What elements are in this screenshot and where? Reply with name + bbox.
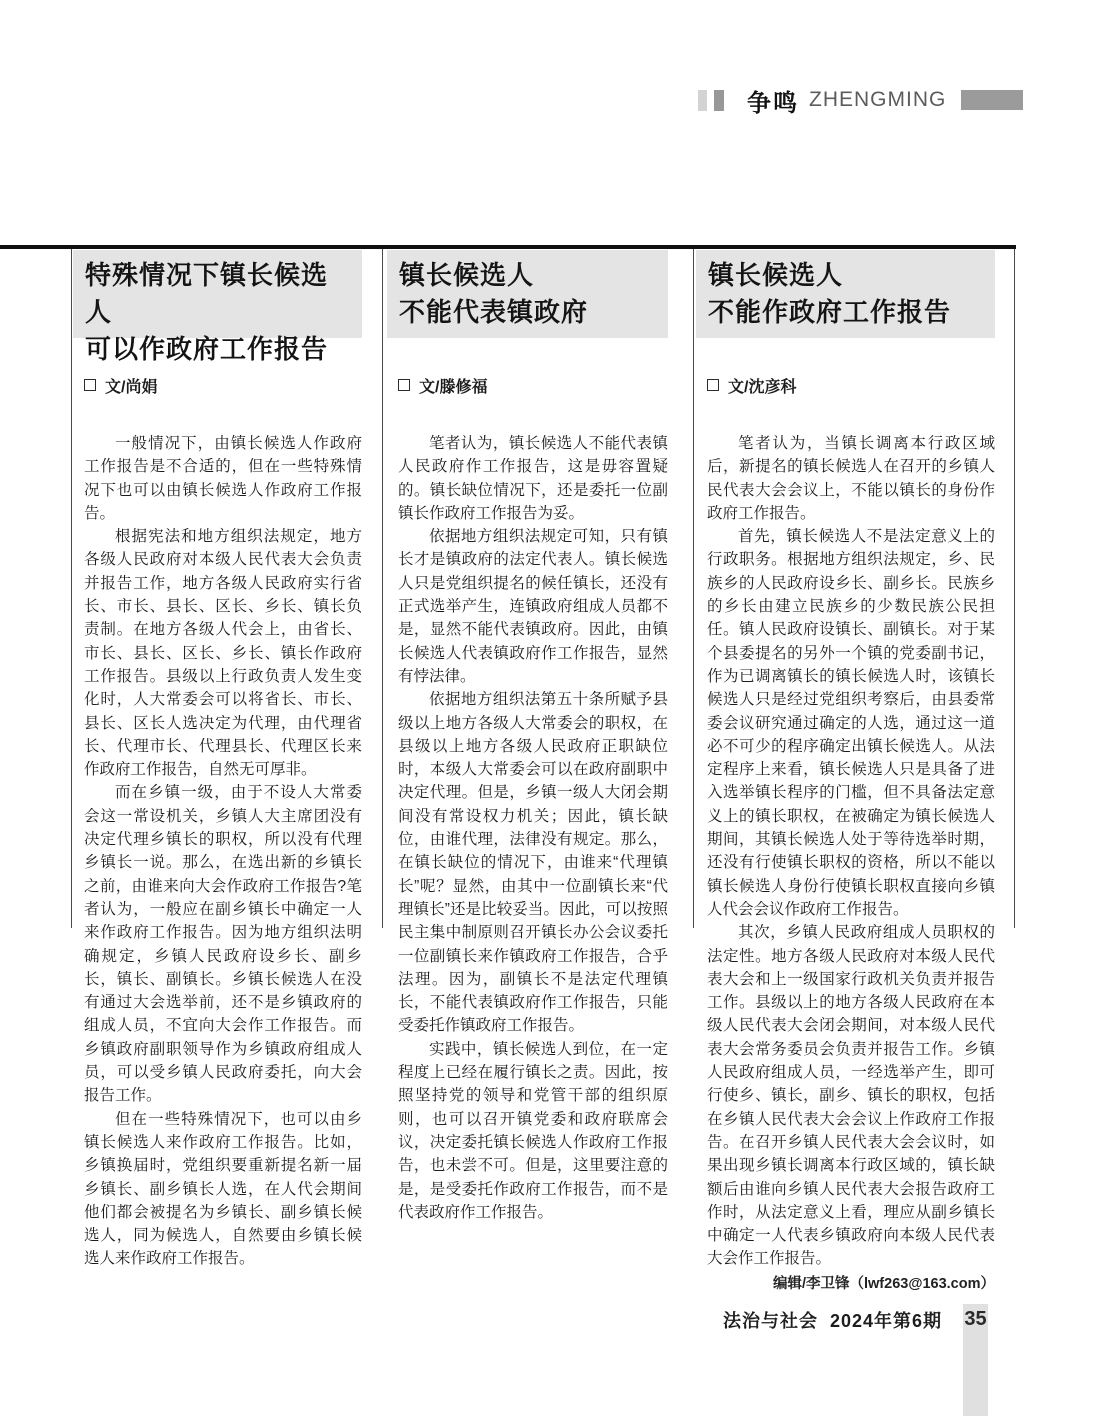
header-accent-bar-dark [714, 90, 724, 111]
column-divider-left [71, 249, 72, 928]
article-title [73, 250, 362, 364]
article-title-line2: 不能代表镇政府 [399, 297, 589, 327]
section-header [698, 88, 1023, 117]
paragraph: 首先，镇长候选人不是法定意义上的行政职务。根据地方组织法规定，乡、民族乡的人民政府设乡长、副乡长。民族乡的乡长由建立民族乡的少数民族公民担任。镇人民政府设镇长、副镇长。对于某个县委提名的另外一个镇的党委副书记，作为已调离镇长的镇长候选人时，该镇长候选人只是经过党组织考察后，由县委常委会议研究通过确定的人选，通过这一道必不可少的程序确定出镇长候选人。从法定程序上来看，镇长候选人只是具备了进入选举镇长程序的门槛，但不具备法定意义上的镇长职权，在被确定为镇长候选人期间，其镇长候选人处于等待选举时期，还没有行使镇长职权的资格，所以不能以镇长候选人身份行使镇长职权直接向乡镇人代会会议作政府工作报告。 [707, 528, 995, 918]
article-title-line1: 镇长候选人 [399, 260, 535, 290]
byline-square-icon [84, 379, 96, 391]
byline [398, 377, 668, 396]
article-title-line1: 镇长候选人 [708, 260, 844, 290]
header-accent-block [961, 90, 1023, 110]
byline [84, 377, 362, 396]
paragraph: 依据地方组织法规定可知，只有镇长才是镇政府的法定代表人。镇长候选人只是党组织提名的候任镇长，还没有正式选举产生，连镇政府组成人员都不是，显然不能代表镇政府。因此，由镇长候选人代表镇政府作工作报告，显然有悖法律。 [398, 528, 668, 685]
article-title-line2: 可以作政府工作报告 [85, 334, 329, 364]
paragraph: 根据宪法和地方组织法规定，地方各级人民政府对本级人民代表大会负责并报告工作，地方各级人民政府实行省长、市长、县长、区长、乡长、镇长负责制。在地方各级人代会上，由省长、市长、县长、区长、乡长、镇长作政府工作报告。县级以上行政负责人发生变化时，人大常委会可以将省长、市长、县长、区长人选决定为代理，由代理省长、代理市长、代理县长、代理区长来作政府工作报告，自然无可厚非。 [84, 528, 362, 779]
column-divider-right [1014, 249, 1015, 928]
paragraph: 笔者认为，镇长候选人不能代表镇人民政府作工作报告，这是毋容置疑的。镇长缺位情况下，还是委托一位副镇长作政府工作报告为妥。 [398, 435, 668, 522]
journal-title: 法治与社会 [723, 1311, 818, 1331]
column-divider-1-2 [382, 249, 383, 928]
header-accent-bar-light [698, 90, 707, 111]
paragraph: 实践中，镇长候选人到位，在一定程度上已经在履行镇长之责。因此，按照坚持党的领导和党管干部的组织原则，也可以召开镇党委和政府联席会议，决定委托镇长候选人作政府工作报告，也未尝不可。但是，这里要注意的是，是受委托作政府工作报告，而不是代表政府作工作报告。 [398, 1040, 668, 1221]
byline-square-icon [398, 379, 410, 391]
paragraph: 笔者认为，当镇长调离本行政区域后，新提名的镇长候选人在召开的乡镇人民代表大会会议上，不能以镇长的身份作政府工作报告。 [707, 435, 995, 522]
paragraph: 依据地方组织法第五十条所赋予县级以上地方各级人大常委会的职权，在县级以上地方各级人民政府正职缺位时，本级人大常委会可以在政府副职中决定代理。但是，乡镇一级人大闭会期间没有常设权力机关；因此，镇长缺位，由谁代理，法律没有规定。那么，在镇长缺位的情况下，由谁来“代理镇长”呢？显然，由其中一位副镇长来“代理镇长”还是比较妥当。因此，可以按照民主集中制原则召开镇长办公会议委托一位副镇长来作镇政府工作报告，合乎法理。因为，副镇长不是法定代理镇长，不能代表镇政府作工作报告，只能受委托作镇政府工作报告。 [398, 691, 668, 1035]
article-column-1 [73, 250, 362, 1271]
section-title-cn: 争鸣 [747, 89, 799, 117]
editor-note: 编辑/李卫锋（lwf263@163.com） [772, 1275, 995, 1292]
article-column-3 [696, 250, 995, 1296]
byline-square-icon [707, 379, 719, 391]
article-column-2 [387, 250, 668, 1224]
paragraph: 一般情况下，由镇长候选人作政府工作报告是不合适的，但在一些特殊情况下也可以由镇长候选人作政府工作报告。 [84, 435, 362, 522]
byline-author: 文/尚娟 [105, 378, 158, 396]
byline [707, 377, 995, 396]
paragraph: 但在一些特殊情况下，也可以由乡镇长候选人来作政府工作报告。比如，乡镇换届时，党组织要重新提名新一届乡镇长、副乡镇长人选，在人代会期间他们都会被提名为乡镇长、副乡镇长候选人，同为候选人，自然要由乡镇长候选人来作政府工作报告。 [84, 1110, 362, 1268]
byline-author: 文/沈彦科 [728, 378, 797, 396]
article-body [398, 432, 668, 1224]
article-title [696, 250, 995, 338]
article-body [84, 432, 362, 1271]
article-title-line2: 不能作政府工作报告 [708, 297, 952, 327]
article-body [707, 432, 995, 1296]
paragraph: 而在乡镇一级，由于不设人大常委会这一常设机关，乡镇人大主席团没有决定代理乡镇长的职权，所以没有代理乡镇长一说。那么，在选出新的乡镇长之前，由谁来向大会作政府工作报告?笔者认为，一般应在副乡镇长中确定一人来作政府工作报告。因为地方组织法明确规定，乡镇人民政府设乡长、副乡长，镇长、副镇长。乡镇长候选人在没有通过大会选举前，还不是乡镇政府的组成人员，不宜向大会作工作报告。而乡镇政府副职领导作为乡镇政府组成人员，可以受乡镇人民政府委托，向大会报告工作。 [84, 784, 362, 1105]
page-number: 35 [964, 1308, 987, 1330]
paragraph: 其次，乡镇人民政府组成人员职权的法定性。地方各级人民政府对本级人民代表大会和上一级国家行政机关负责并报告工作。县级以上的地方各级人民政府在本级人民代表大会闭会期间，对本级人民代表大会常务委员会负责并报告工作。乡镇人民政府组成人员，一经选举产生，即可行使乡、镇长，副乡、镇长的职权，包括在乡镇人民代表大会会议上作政府工作报告。在召开乡镇人民代表大会会议时，如果出现乡镇长调离本行政区域的，镇长缺额后由谁向乡镇人民代表大会报告政府工作时，从法定意义上看，理应从副乡镇长中确定一人代表乡镇政府向本级人民代表大会作工作报告。 [707, 924, 995, 1268]
byline-author: 文/滕修福 [419, 378, 488, 396]
page-number-bar [963, 1304, 988, 1416]
column-divider-2-3 [693, 249, 694, 928]
article-title [387, 250, 668, 338]
article-title-line1: 特殊情况下镇长候选人 [85, 260, 329, 327]
footer-journal-line [723, 1307, 942, 1333]
journal-issue: 2024年第6期 [830, 1311, 943, 1331]
section-title-en: ZHENGMING [809, 88, 947, 111]
top-rule [0, 245, 1016, 249]
